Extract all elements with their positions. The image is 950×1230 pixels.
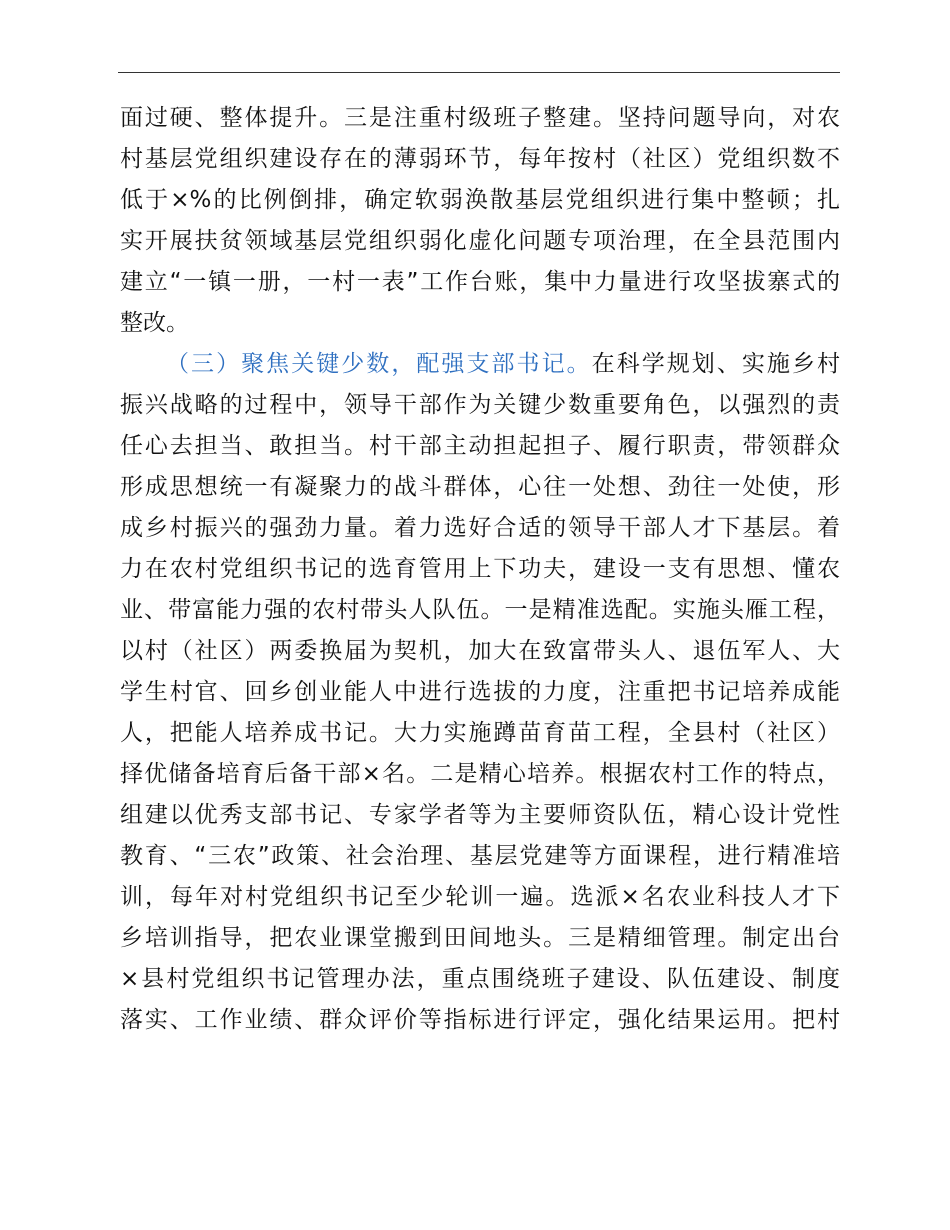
text-line: 振兴战略的过程中，领导干部作为关键少数重要角色，以强烈的责 (120, 392, 840, 418)
text-line: 任心去担当、敢担当。村干部主动担起担子、履行职责，带领群众 (120, 433, 840, 459)
section-heading: （三）聚焦关键少数，配强支部书记。 (166, 351, 592, 377)
text-line: 成乡村振兴的强劲力量。着力选好合适的领导干部人才下基层。着 (120, 515, 840, 541)
text-line: 形成思想统一有凝聚力的战斗群体，心往一处想、劲往一处使，形 (120, 474, 840, 500)
text-run: 在科学规划、实施乡村 (591, 351, 841, 377)
text-line: 实开展扶贫领域基层党组织弱化虚化问题专项治理，在全县范围内 (120, 228, 840, 254)
text-line: 建立“一镇一册，一村一表”工作台账，集中力量进行攻坚拔寨式的 (120, 269, 840, 295)
text-line: 业、带富能力强的农村带头人队伍。一是精准选配。实施头雁工程， (120, 597, 840, 623)
text-line: 落实、工作业绩、群众评价等指标进行评定，强化结果运用。把村 (120, 1007, 840, 1033)
text-line: 择优储备培育后备干部×名。二是精心培养。根据农村工作的特点， (120, 761, 840, 787)
text-line: 面过硬、整体提升。三是注重村级班子整建。坚持问题导向，对农 (120, 105, 840, 131)
text-line: 乡培训指导，把农业课堂搬到田间地头。三是精细管理。制定出台 (120, 925, 840, 951)
text-line: 低于×%的比例倒排，确定软弱涣散基层党组织进行集中整顿；扎 (120, 187, 840, 213)
text-line: 整改。 (120, 310, 189, 336)
text-line: 教育、“三农”政策、社会治理、基层党建等方面课程，进行精准培 (120, 843, 840, 869)
text-line: 人，把能人培养成书记。大力实施蹲苗育苗工程，全县村（社区） (120, 720, 840, 746)
text-line: 力在农村党组织书记的选育管用上下功夫，建设一支有思想、懂农 (120, 556, 840, 582)
text-line: 训，每年对村党组织书记至少轮训一遍。选派×名农业科技人才下 (120, 884, 840, 910)
text-line: 组建以优秀支部书记、专家学者等为主要师资队伍，精心设计党性 (120, 802, 840, 828)
text-line: 学生村官、回乡创业能人中进行选拔的力度，注重把书记培养成能 (120, 679, 840, 705)
header-rule (118, 72, 840, 73)
text-line: 村基层党组织建设存在的薄弱环节，每年按村（社区）党组织数不 (120, 146, 840, 172)
section-heading-line (120, 344, 840, 385)
document-body (120, 98, 840, 1041)
text-line: 以村（社区）两委换届为契机，加大在致富带头人、退伍军人、大 (120, 638, 840, 664)
text-line: ×县村党组织书记管理办法，重点围绕班子建设、队伍建设、制度 (120, 966, 840, 992)
